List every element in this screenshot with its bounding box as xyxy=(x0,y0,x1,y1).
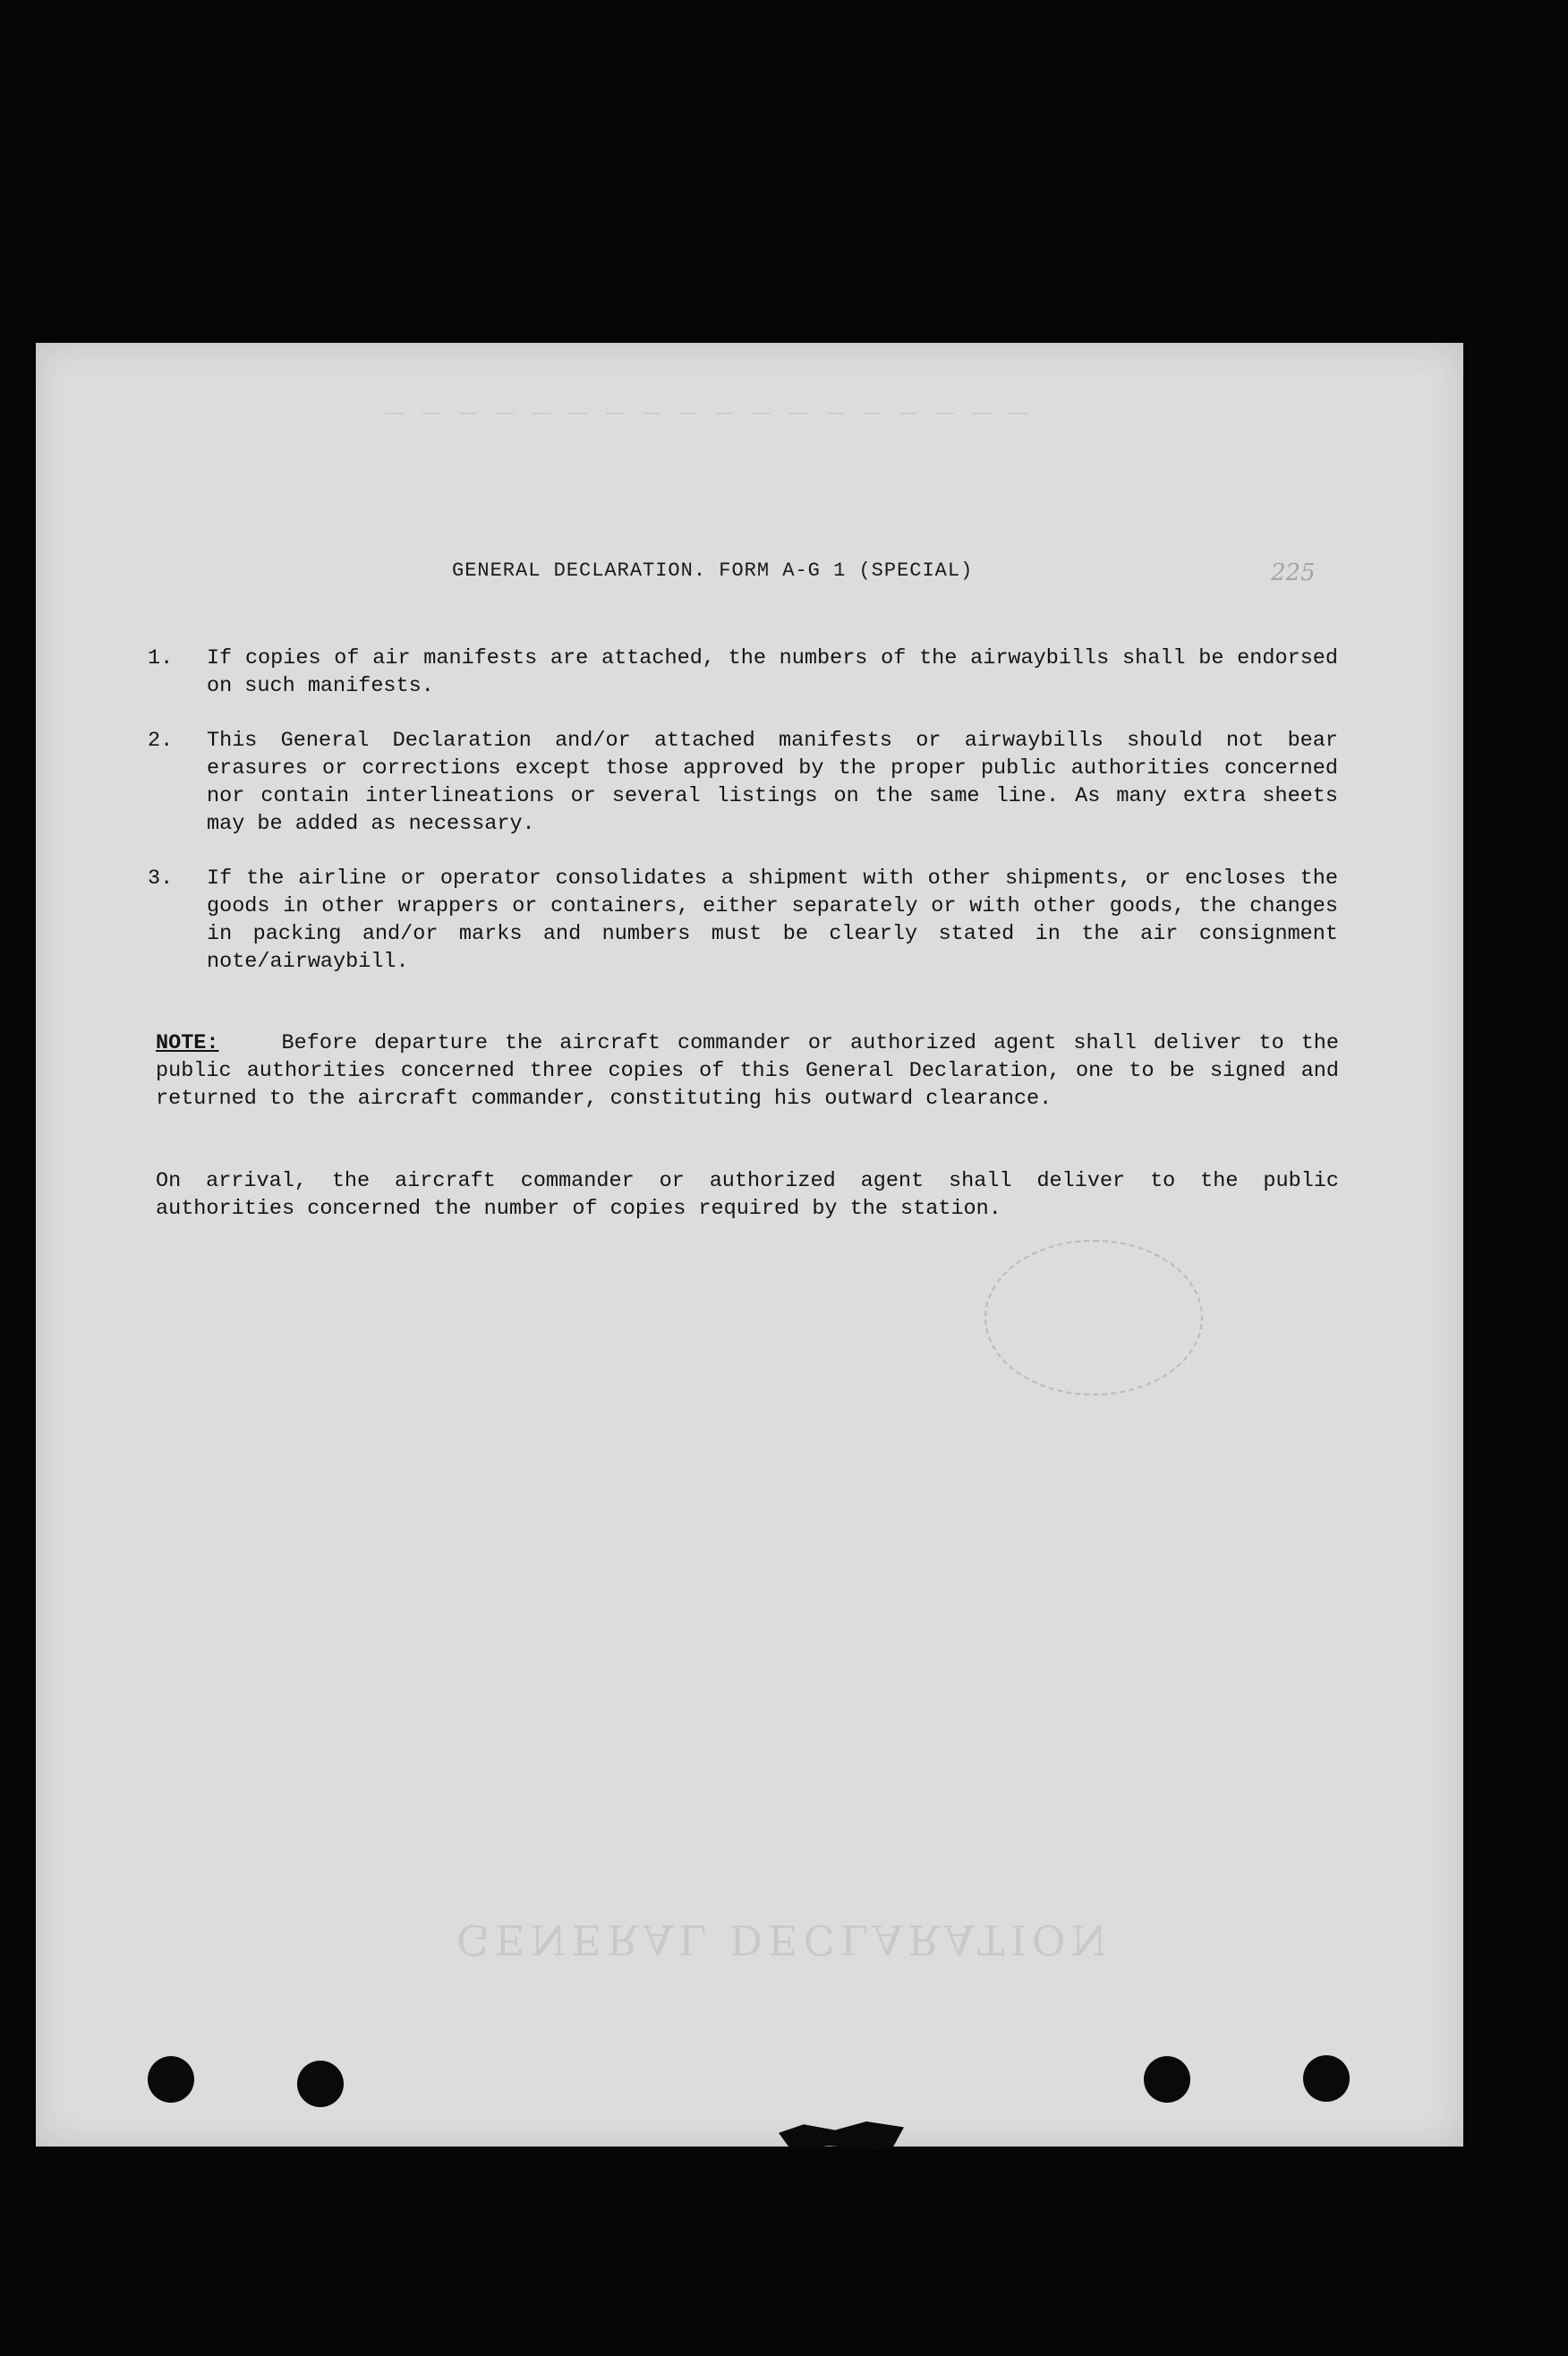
document-page xyxy=(36,343,1463,2147)
arrival-paragraph: On arrival, the aircraft commander or authorized agent shall deliver to the public authorities concerned the number of copies required by the station. xyxy=(156,1169,1339,1221)
instruction-item-3 xyxy=(148,865,1338,976)
punch-hole-3 xyxy=(1144,2056,1190,2103)
item-text: If the airline or operator consolidates a shipment with other shipments, or encloses the goods in other wrappers or containers, either separately or with other goods, the changes in packing and/or marks and numbers must be clearly stated in the air consignment note/airwaybill. xyxy=(207,866,1338,974)
instruction-item-2 xyxy=(148,727,1338,838)
note-text: Before departure the aircraft commander or authorized agent shall deliver to the public authorities concerned three copies of this General Declaration, one to be signed and returned to the aircraft commander, constituting his outward clearance. xyxy=(156,1031,1339,1111)
punch-hole-4 xyxy=(1303,2055,1350,2102)
page-mark: 225 xyxy=(1271,559,1316,586)
document-title: GENERAL DECLARATION. FORM A-G 1 (SPECIAL) xyxy=(452,559,974,582)
instruction-item-1 xyxy=(148,644,1338,700)
item-number: 3. xyxy=(148,866,174,891)
item-text: This General Declaration and/or attached manifests or airwaybills should not bear erasures or corrections except those approved by the proper public authorities concerned nor contain interlineations or several listings on the same line. As many extra sheets may be added as necessary. xyxy=(207,729,1338,836)
bleed-through-line: — — — — — — — — — — — — — — — — — — xyxy=(385,403,1034,425)
punch-hole-2 xyxy=(297,2061,344,2107)
faded-stamp xyxy=(984,1240,1203,1396)
punch-hole-1 xyxy=(148,2056,194,2103)
bleed-through-heading: GENERAL DECLARATION xyxy=(456,1916,1112,1964)
item-number: 1. xyxy=(148,646,174,670)
note-label: NOTE: xyxy=(156,1031,219,1055)
note-paragraph xyxy=(156,1029,1339,1113)
item-number: 2. xyxy=(148,729,174,753)
item-text: If copies of air manifests are attached, the numbers of the airwaybills shall be endorsed on such manifests. xyxy=(207,646,1338,698)
